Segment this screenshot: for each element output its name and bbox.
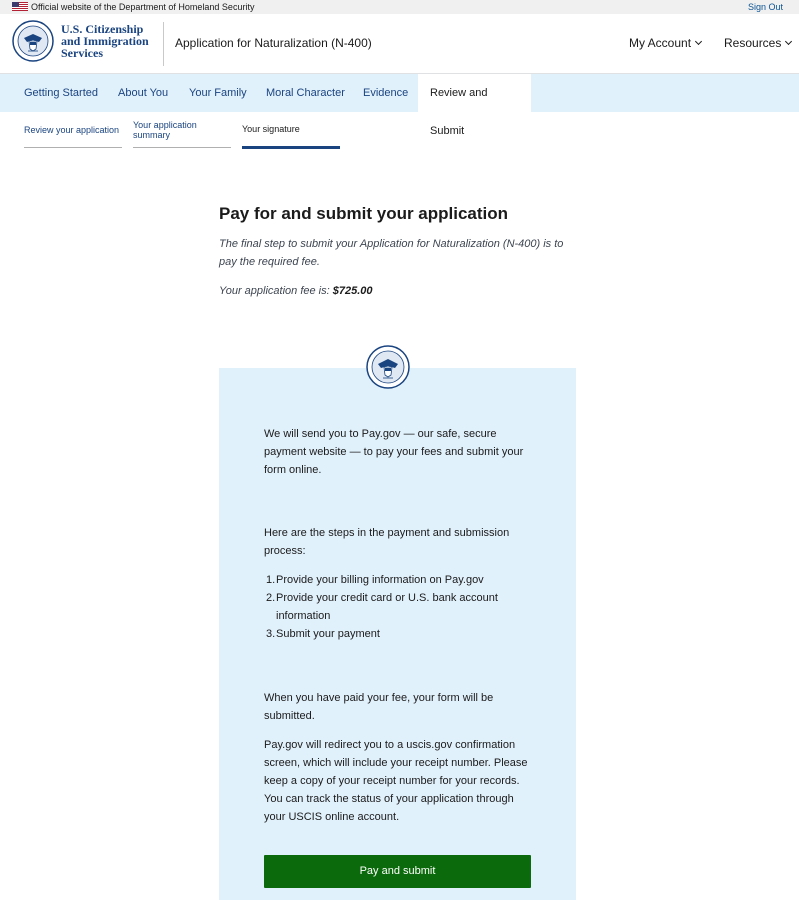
header-divider: [163, 22, 164, 66]
uscis-logo-text[interactable]: [61, 23, 149, 59]
sign-out-link[interactable]: Sign Out: [747, 2, 783, 12]
my-account-menu[interactable]: [629, 35, 701, 51]
substep-underline: [24, 147, 122, 148]
tab-getting-started[interactable]: Getting Started: [24, 87, 98, 99]
dhs-seal-icon[interactable]: [12, 20, 54, 62]
step-number: 3.: [266, 628, 276, 640]
gov-banner-text: Official website of the Department of Homeland Security: [31, 2, 255, 12]
substep-label: Review your application: [24, 125, 120, 135]
chevron-down-icon: [785, 38, 792, 45]
step-number: 1.: [266, 574, 276, 586]
step-number: 2.: [266, 592, 276, 604]
site-header: [0, 14, 799, 74]
logo-line-1: U.S. Citizenship: [61, 22, 144, 36]
substep-label: Your application: [133, 120, 197, 130]
dhs-seal-icon: [366, 345, 410, 389]
tab-review-and-submit[interactable]: Review and Submit: [418, 74, 531, 112]
tab-your-family[interactable]: Your Family: [189, 87, 247, 99]
fee-line: [219, 282, 373, 300]
substep-review-application[interactable]: [24, 125, 119, 135]
app-title: Application for Naturalization (N-400): [175, 36, 372, 50]
intro-text: The final step to submit your Application for Naturalization (N-400) is to pay the required fee.: [219, 238, 564, 268]
payment-steps-list: [264, 571, 534, 643]
gov-banner: [0, 0, 799, 14]
page-title: Pay for and submit your application: [219, 204, 509, 223]
tab-about-you[interactable]: About You: [118, 87, 169, 99]
resources-label: Resources: [724, 36, 782, 50]
step-text: Provide your credit card or U.S. bank account information: [276, 592, 498, 622]
chevron-down-icon: [695, 38, 702, 45]
substep-application-summary[interactable]: [133, 120, 197, 140]
paygov-intro-text: We will send you to Pay.gov — our safe, secure payment website — to pay your fees and submit your form online.: [264, 428, 524, 476]
logo-line-3: Services: [61, 46, 103, 60]
list-item: [264, 571, 534, 589]
substep-your-signature[interactable]: [242, 124, 300, 134]
tab-moral-character[interactable]: Moral Character: [266, 87, 345, 99]
substep-label: summary: [133, 130, 171, 140]
submission-note-text: When you have paid your fee, your form will be submitted.: [264, 692, 494, 722]
tab-evidence[interactable]: Evidence: [363, 87, 409, 99]
steps-intro-text: Here are the steps in the payment and submission process:: [264, 527, 510, 557]
logo-line-2: and Immigration: [61, 34, 149, 48]
substep-underline: [133, 147, 231, 148]
list-item: [264, 625, 534, 643]
resources-menu[interactable]: [724, 35, 791, 51]
pay-and-submit-button[interactable]: Pay and submit: [264, 855, 531, 888]
list-item: [264, 589, 534, 625]
us-flag-icon: [12, 2, 28, 11]
fee-label: Your application fee is:: [219, 285, 330, 297]
step-text: Provide your billing information on Pay.gov: [276, 574, 484, 586]
fee-amount: $725.00: [332, 285, 373, 297]
substep-label: Your signature: [242, 124, 300, 134]
redirect-note-text: Pay.gov will redirect you to a uscis.gov confirmation screen, which will include your receipt number. Please keep a copy of your receipt number for your records. You can track the status of your application through your USCIS online account.: [264, 739, 528, 823]
my-account-label: My Account: [629, 36, 692, 50]
step-text: Submit your payment: [276, 628, 380, 640]
substep-active-underline: [242, 146, 340, 149]
